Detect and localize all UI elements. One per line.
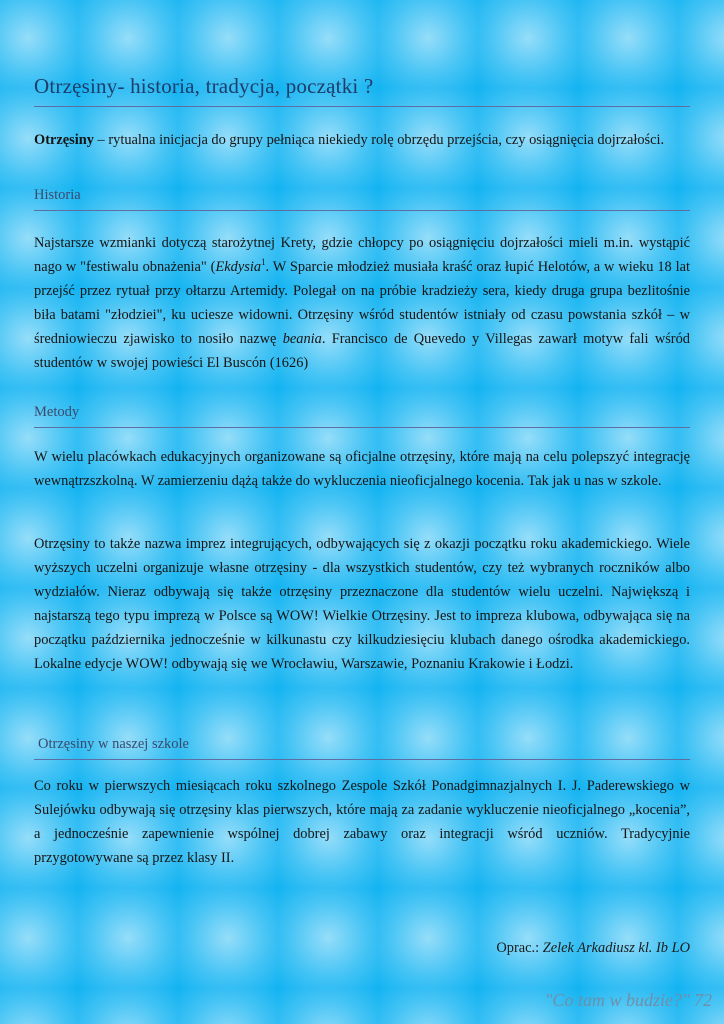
intro-text: – rytualna inicjacja do grupy pełniąca niekiedy rolę obrzędu przejścia, czy osiągnięcia dojrzałości. <box>93 132 665 148</box>
szkola-paragraph: Co roku w pierwszych miesiącach roku szkolnego Zespole Szkół Ponadgimnazjalnych I. J. Paderewskiego w Sulejówku odbywają się otrzęsiny klas pierwszych, które mają za zadanie wykluczenie nieoficjalnego „kocenia”, a jednocześnie zapewnienie wspólnej dobrej zabawy oraz integracji wśród uczniów. Tradycyjnie przygotowywane są przez klasy II. <box>34 778 690 866</box>
author-credit <box>496 940 690 957</box>
title-divider <box>34 106 690 107</box>
historia-divider <box>34 210 690 211</box>
szkola-divider <box>34 759 690 760</box>
metody-divider <box>34 427 690 428</box>
intro-term: Otrzęsiny <box>34 132 94 148</box>
section-heading-metody: Metody <box>34 404 80 420</box>
historia-text-1: Najstarsze wzmianki dotyczą starożytnej Krety, gdzie chłopcy po osiągnięciu dojrzałości mieli m.in. wystąpić nago w "festiwalu obnażenia" ( <box>34 235 690 275</box>
section-heading-szkola: Otrzęsiny w naszej szkole <box>38 736 189 752</box>
historia-text-3: . Francisco de Quevedo y Villegas zawarł motyw fali wśród studentów w swojej powieści El Buscón (1626) <box>34 331 690 371</box>
intro-paragraph <box>34 128 690 152</box>
section-heading-historia: Historia <box>34 187 81 203</box>
ekdysia-term: Ekdysia <box>215 259 262 275</box>
historia-text-2: . W Sparcie młodzież musiała kraść oraz łupić Helotów, a w wieku 18 lat przejść przez rytuał przy ołtarzu Artemidy. Polegał on na próbie kradzieży sera, kiedy druga grupa bezlitośnie biła batami "złodziei", ku uciesze widowni. Otrzęsiny wśród studentów istniały od czasu powstania szkół – w średniowieczu zjawisko to nosiło nazwę <box>34 259 690 347</box>
footnote-marker[interactable]: 1 <box>261 257 266 268</box>
page-title: Otrzęsiny- historia, tradycja, początki ? <box>34 74 374 98</box>
beania-term: beania <box>282 331 322 347</box>
author-prefix: Oprac.: <box>496 940 543 956</box>
metody-paragraph-1: W wielu placówkach edukacyjnych organizowane są oficjalne otrzęsiny, które mają na celu polepszyć integrację wewnątrzszkolną. W zamierzeniu dążą także do wykluczenia nieoficjalnego kocenia. Tak jak u nas w szkole. <box>34 449 690 489</box>
historia-paragraph <box>34 231 690 375</box>
footer-page-number: "Co tam w budzie?" 72 <box>544 990 712 1010</box>
metody-paragraph-2: Otrzęsiny to także nazwa imprez integrujących, odbywających się z okazji początku roku akademickiego. Wiele wyższych uczelni organizuje własne otrzęsiny - dla wszystkich studentów, czy też wybranych roczników albo wydziałów. Nieraz odbywają się także otrzęsiny przeznaczone dla studentów wielu uczelni. Największą i najstarszą tego typu imprezą w Polsce są WOW! Wielkie Otrzęsiny. Jest to impreza klubowa, odbywająca się na początku października jednocześnie w kilkunastu czy kilkudziesięciu klubach danego ośrodka akademickiego. Lokalne edycje WOW! odbywają się we Wrocławiu, Warszawie, Poznaniu Krakowie i Łodzi. <box>34 536 690 672</box>
author-name: Zelek Arkadiusz kl. Ib LO <box>542 940 690 956</box>
